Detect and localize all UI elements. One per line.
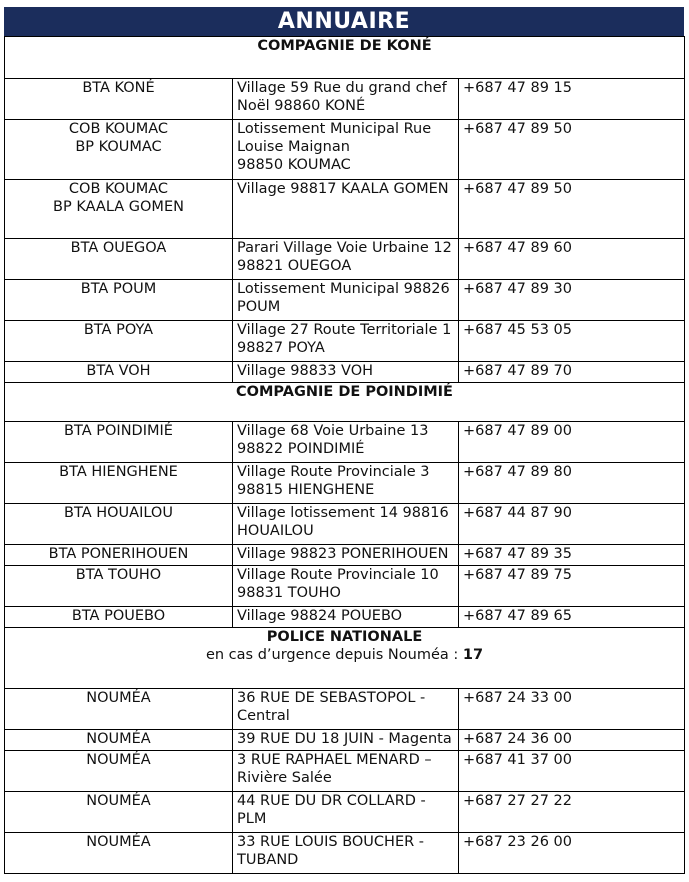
unit-phone: +687 45 53 05 — [459, 321, 685, 362]
section-title: COMPAGNIE DE POINDIMIÉ — [236, 384, 453, 400]
unit-address: Village 68 Voie Urbaine 13 98822 POINDIMIÉ — [233, 422, 459, 463]
unit-name: COB KOUMAC BP KOUMAC — [5, 120, 233, 180]
unit-address: 39 RUE DU 18 JUIN - Magenta — [233, 730, 459, 751]
unit-phone: +687 47 89 50 — [459, 120, 685, 180]
section-header-row — [5, 37, 685, 79]
unit-address: 36 RUE DE SEBASTOPOL - Central — [233, 689, 459, 730]
unit-address: Village 98817 KAALA GOMEN — [233, 180, 459, 239]
table-row — [5, 362, 685, 383]
unit-phone: +687 47 89 00 — [459, 422, 685, 463]
unit-address: 3 RUE RAPHAEL MENARD – Rivière Salée — [233, 751, 459, 792]
table-row — [5, 689, 685, 730]
unit-name: BTA VOH — [5, 362, 233, 383]
unit-phone: +687 24 33 00 — [459, 689, 685, 730]
table-row — [5, 180, 685, 239]
unit-name: NOUMÉA — [5, 833, 233, 874]
unit-phone: +687 47 89 80 — [459, 463, 685, 504]
table-row — [5, 321, 685, 362]
unit-name: NOUMÉA — [5, 751, 233, 792]
unit-phone: +687 47 89 15 — [459, 79, 685, 120]
unit-phone: +687 47 89 70 — [459, 362, 685, 383]
unit-address: Village 98833 VOH — [233, 362, 459, 383]
table-row — [5, 504, 685, 545]
unit-name: BTA POINDIMIÉ — [5, 422, 233, 463]
table-row — [5, 120, 685, 180]
unit-phone: +687 47 89 50 — [459, 180, 685, 239]
unit-address: Village 98824 POUEBO — [233, 607, 459, 628]
unit-address: 33 RUE LOUIS BOUCHER - TUBAND — [233, 833, 459, 874]
table-row — [5, 566, 685, 607]
unit-phone: +687 27 27 22 — [459, 792, 685, 833]
unit-address: Village lotissement 14 98816 HOUAILOU — [233, 504, 459, 545]
unit-name: NOUMÉA — [5, 792, 233, 833]
table-row — [5, 422, 685, 463]
unit-name: NOUMÉA — [5, 689, 233, 730]
table-row — [5, 79, 685, 120]
unit-phone: +687 24 36 00 — [459, 730, 685, 751]
unit-name: BTA POUM — [5, 280, 233, 321]
table-row — [5, 751, 685, 792]
directory-table — [4, 36, 685, 874]
table-row — [5, 833, 685, 874]
unit-address: Lotissement Municipal 98826 POUM — [233, 280, 459, 321]
unit-name: COB KOUMAC BP KAALA GOMEN — [5, 180, 233, 239]
unit-address: 44 RUE DU DR COLLARD - PLM — [233, 792, 459, 833]
unit-name: BTA KONÉ — [5, 79, 233, 120]
unit-address: Lotissement Municipal Rue Louise Maignan 98850 KOUMAC — [233, 120, 459, 180]
unit-phone: +687 23 26 00 — [459, 833, 685, 874]
section-header — [5, 383, 685, 422]
table-row — [5, 239, 685, 280]
unit-phone: +687 41 37 00 — [459, 751, 685, 792]
unit-address: Village 27 Route Territoriale 1 98827 POYA — [233, 321, 459, 362]
table-row — [5, 730, 685, 751]
unit-name: BTA OUEGOA — [5, 239, 233, 280]
table-row — [5, 792, 685, 833]
unit-name: BTA HIENGHENE — [5, 463, 233, 504]
section-header-row — [5, 383, 685, 422]
unit-address: Village Route Provinciale 3 98815 HIENGHENE — [233, 463, 459, 504]
unit-name: BTA PONERIHOUEN — [5, 545, 233, 566]
unit-address: Village 98823 PONERIHOUEN — [233, 545, 459, 566]
unit-phone: +687 44 87 90 — [459, 504, 685, 545]
section-subtitle — [9, 646, 680, 664]
table-row — [5, 463, 685, 504]
page-title: ANNUAIRE — [4, 7, 684, 36]
table-row — [5, 280, 685, 321]
section-header — [5, 628, 685, 689]
unit-name: NOUMÉA — [5, 730, 233, 751]
section-header — [5, 37, 685, 79]
section-title: COMPAGNIE DE KONÉ — [257, 38, 432, 54]
unit-address: Village 59 Rue du grand chef Noël 98860 KONÉ — [233, 79, 459, 120]
unit-name: BTA TOUHO — [5, 566, 233, 607]
unit-name: BTA POUEBO — [5, 607, 233, 628]
unit-name: BTA POYA — [5, 321, 233, 362]
section-title: POLICE NATIONALE — [266, 629, 423, 645]
section-header-row — [5, 628, 685, 689]
directory-body — [5, 37, 685, 874]
unit-address: Village Route Provinciale 10 98831 TOUHO — [233, 566, 459, 607]
unit-phone: +687 47 89 65 — [459, 607, 685, 628]
unit-address: Parari Village Voie Urbaine 12 98821 OUEGOA — [233, 239, 459, 280]
emergency-number: 17 — [462, 647, 484, 663]
unit-phone: +687 47 89 35 — [459, 545, 685, 566]
emergency-label: en cas d’urgence depuis Nouméa : — [205, 647, 463, 663]
unit-phone: +687 47 89 75 — [459, 566, 685, 607]
unit-phone: +687 47 89 30 — [459, 280, 685, 321]
table-row — [5, 607, 685, 628]
unit-name: BTA HOUAILOU — [5, 504, 233, 545]
unit-phone: +687 47 89 60 — [459, 239, 685, 280]
table-row — [5, 545, 685, 566]
